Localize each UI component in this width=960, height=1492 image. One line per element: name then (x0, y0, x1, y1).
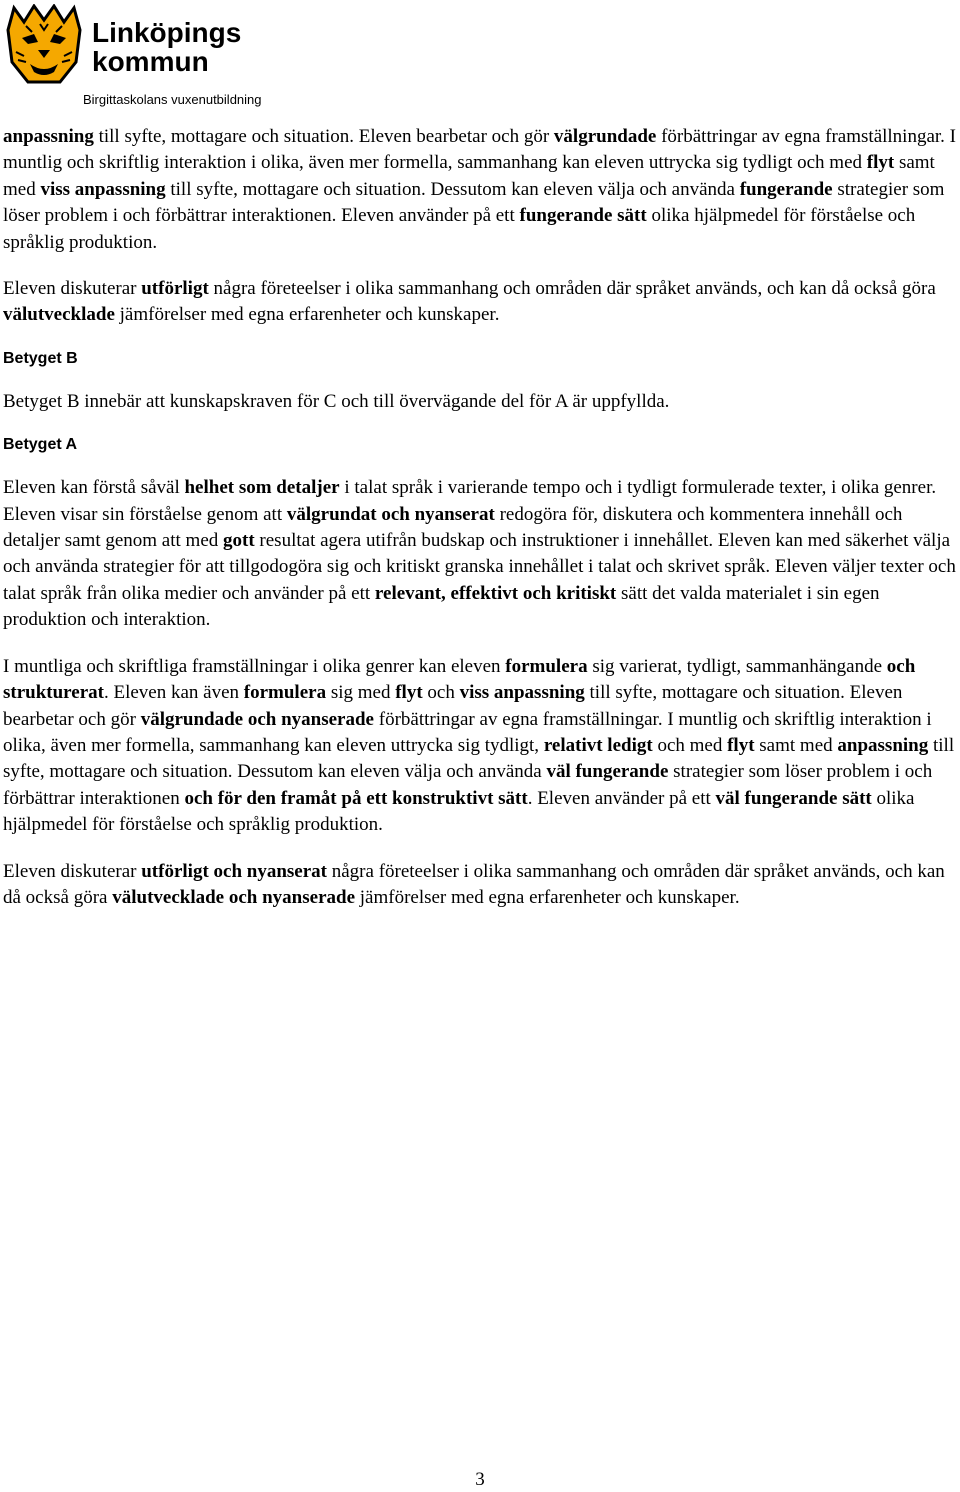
text: Eleven diskuterar (3, 860, 142, 882)
emphasis: anpassning (3, 126, 94, 147)
brand-line-1: Linköpings (92, 17, 242, 48)
text: till syfte, mottagare och situation. Dessutom kan eleven välja och använda (165, 178, 740, 200)
text: I muntliga och skriftliga framställningar i olika genrer kan eleven (3, 655, 506, 677)
text: olika hjälpmedel för förståelse och språklig produktion. (3, 787, 915, 836)
emphasis: gott (223, 530, 255, 552)
school-name: Birgittaskolans vuxenutbildning (83, 92, 262, 107)
page-header (4, 4, 324, 108)
text: några företeelser i olika sammanhang och områden där språket används, och kan då också göra (3, 860, 945, 908)
text: till syfte, mottagare och situation. Eleven bearbetar och gör (93, 126, 554, 147)
text: sig varierat, tydligt, sammanhängande (587, 655, 887, 677)
paragraph-1 (3, 124, 960, 256)
text: till syfte, mottagare och situation. Eleven bearbetar och gör (3, 682, 903, 730)
emphasis: formulera (505, 655, 588, 677)
paragraph-2 (3, 276, 960, 329)
paragraph-6 (3, 859, 960, 912)
emphasis: och strukturerat (3, 655, 916, 704)
text: till syfte, mottagare och situation. Dessutom kan eleven välja och använda (3, 734, 955, 783)
text: och med (652, 734, 728, 756)
heading-betyget-a: Betyget A (3, 436, 78, 454)
emphasis: formulera (243, 682, 327, 704)
brand-line-2: kommun (92, 46, 209, 77)
text: . Eleven kan även (103, 682, 244, 704)
text: några företeelser i olika sammanhang och områden där språket används, och kan då också göra (208, 278, 936, 300)
paragraph-5 (3, 654, 960, 839)
text: sig med (326, 682, 396, 704)
emphasis: utförligt och nyanserat (141, 860, 327, 882)
emphasis: utförligt (141, 278, 209, 300)
brand-name (92, 18, 241, 76)
text: och (422, 682, 460, 704)
emphasis: flyt (866, 152, 895, 174)
lion-logo-icon (4, 4, 84, 84)
emphasis: anpassning (837, 734, 929, 756)
emphasis: flyt (727, 734, 755, 756)
text: förbättringar av egna framställningar. I muntlig och skriftlig interaktion i olika, även mer formella, sammanhang kan eleven uttrycka sig tydligt, (3, 708, 932, 756)
text: samt med (3, 152, 935, 200)
text: strategier som löser problem i och förbättrar interaktionen. Eleven använder på ett (3, 178, 945, 227)
emphasis: fungerande sätt (519, 205, 647, 227)
emphasis: relativt ledigt (543, 734, 653, 756)
emphasis: välgrundade (553, 126, 657, 147)
emphasis: flyt (395, 682, 423, 704)
text: i talat språk i varierande tempo och i tydligt formulerade texter, i olika genrer. Eleven visar sin förståelse genom att (3, 477, 937, 525)
emphasis: relevant, effektivt och kritiskt (374, 582, 617, 604)
emphasis: helhet som detaljer (184, 477, 340, 499)
paragraph-3: Betyget B innebär att kunskapskraven för C och till övervägande del för A är uppfyllda. (3, 390, 670, 412)
text: förbättringar av egna framställningar. I muntlig och skriftlig interaktion i olika, även mer formella, sammanhang kan eleven uttrycka sig tydligt och med (3, 126, 957, 174)
emphasis: välgrundade och nyanserade (140, 708, 374, 730)
emphasis: välutvecklade (3, 304, 115, 326)
emphasis: välgrundat och nyanserat (286, 503, 495, 525)
text: strategier som löser problem i och förbättrar interaktionen (3, 761, 933, 809)
text: resultat agera utifrån budskap och instruktioner i innehållet. Eleven kan med säkerhet välja och använda strategier för att tillgodogöra sig och kritiskt granska innehållet i talat och skrivet språk. Eleven väljer texter och talat språk från olika medier och använder på ett (3, 530, 956, 604)
text: samt med (754, 734, 838, 756)
emphasis: viss anpassning (40, 178, 166, 200)
emphasis: väl fungerande sätt (715, 787, 872, 809)
document-body (3, 124, 960, 931)
text: . Eleven använder på ett (527, 787, 716, 809)
text: Eleven kan förstå såväl (3, 477, 185, 499)
emphasis: väl fungerande (546, 761, 669, 783)
text: jämförelser med egna erfarenheter och kunskaper. (355, 886, 740, 908)
text: Eleven diskuterar (3, 278, 142, 300)
text: olika hjälpmedel för förståelse och språklig produktion. (3, 205, 916, 253)
emphasis: välutvecklade och nyanserade (112, 886, 355, 908)
heading-betyget-b: Betyget B (3, 349, 78, 367)
text: sätt det valda materialet i sin egen produktion och interaktion. (3, 582, 880, 631)
page-number: 3 (475, 1469, 485, 1490)
emphasis: fungerande (739, 178, 833, 200)
emphasis: och för den framåt på ett konstruktivt sätt (184, 787, 528, 809)
text: jämförelser med egna erfarenheter och kunskaper. (114, 304, 500, 326)
paragraph-4 (3, 475, 960, 633)
emphasis: viss anpassning (459, 682, 585, 704)
text: redogöra för, diskutera och kommentera innehåll och detaljer samt genom att med (3, 503, 903, 552)
